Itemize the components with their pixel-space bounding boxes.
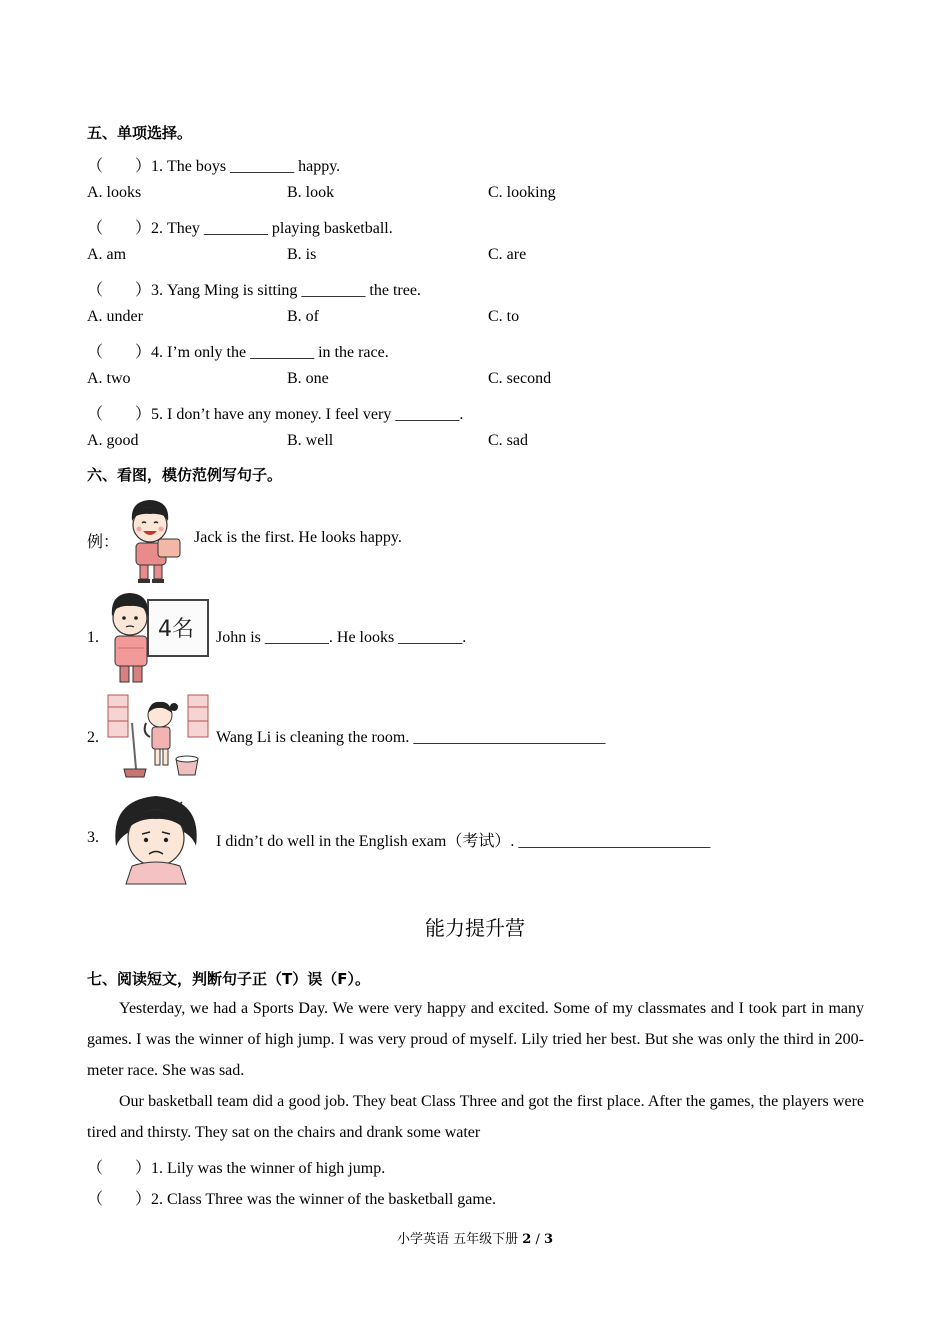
question-stem: （ ）2. They ________ playing basketball. xyxy=(87,220,393,237)
option-c: C. second xyxy=(488,370,552,387)
sign-text: 4名 xyxy=(158,617,194,642)
option-a: A. looks xyxy=(87,184,142,201)
page-footer xyxy=(0,1228,950,1247)
footer-page-number: 2 xyxy=(522,1232,532,1247)
option-a: A. under xyxy=(87,308,143,325)
footer-total-pages: 3 xyxy=(543,1232,554,1247)
option-b: B. well xyxy=(287,432,334,449)
option-c: C. looking xyxy=(488,184,556,201)
section5-heading: 五、单项选择。 xyxy=(87,124,193,142)
question-stem: （ ）5. I don’t have any money. I feel very ________. xyxy=(87,406,464,423)
option-a: A. good xyxy=(87,432,139,449)
question-stem: （ ）4. I’m only the ________ in the race. xyxy=(87,344,389,361)
reading-paragraph-2 xyxy=(87,1086,864,1148)
option-b: B. one xyxy=(287,370,329,387)
option-b: B. is xyxy=(287,246,317,263)
section-title: 能力提升营 xyxy=(425,916,525,940)
item-sentence: John is ________. He looks ________. xyxy=(216,629,467,646)
footer-subject: 小学英语 五年级下册 xyxy=(396,1232,519,1247)
option-c: C. sad xyxy=(488,432,528,449)
item-number: 3. xyxy=(87,829,99,846)
option-a: A. two xyxy=(87,370,131,387)
item-number: 2. xyxy=(87,729,99,746)
footer-separator: / xyxy=(535,1232,540,1247)
section6-heading: 六、看图，模仿范例写句子。 xyxy=(87,466,283,484)
sad-girl-illustration xyxy=(106,788,208,886)
item-number: 1. xyxy=(87,629,99,646)
paragraph-text: Our basketball team did a good job. They beat Class Three and got the first place. After the games, the players were tired and thirsty. They sat on the chairs and drank some water xyxy=(87,1093,864,1141)
boy-with-sign-illustration xyxy=(106,590,210,686)
girl-cleaning-illustration xyxy=(106,693,210,781)
happy-boy-illustration xyxy=(116,495,188,585)
example-label: 例： xyxy=(87,534,120,551)
tf-question: （ ）1. Lily was the winner of high jump. xyxy=(87,1160,386,1177)
item-sentence: I didn’t do well in the English exam（考试）. ________________________ xyxy=(216,833,711,850)
question-stem: （ ）3. Yang Ming is sitting ________ the tree. xyxy=(87,282,421,299)
paragraph-text: Yesterday, we had a Sports Day. We were very happy and excited. Some of my classmates and I took part in many games. I was the winner of high jump. I was very proud of myself. Lily tried her best. But she was only the third in 200-meter race. She was sad. xyxy=(87,1000,864,1079)
example-sentence: Jack is the first. He looks happy. xyxy=(194,529,402,546)
reading-paragraph-1 xyxy=(87,993,864,1086)
option-b: B. of xyxy=(287,308,319,325)
option-c: C. are xyxy=(488,246,527,263)
option-a: A. am xyxy=(87,246,127,263)
tf-question: （ ）2. Class Three was the winner of the basketball game. xyxy=(87,1191,496,1208)
option-c: C. to xyxy=(488,308,520,325)
question-stem: （ ）1. The boys ________ happy. xyxy=(87,158,341,175)
option-b: B. look xyxy=(287,184,335,201)
section7-heading: 七、阅读短文，判断句子正（T）误（F）。 xyxy=(87,970,370,988)
item-sentence: Wang Li is cleaning the room. ________________________ xyxy=(216,729,606,746)
